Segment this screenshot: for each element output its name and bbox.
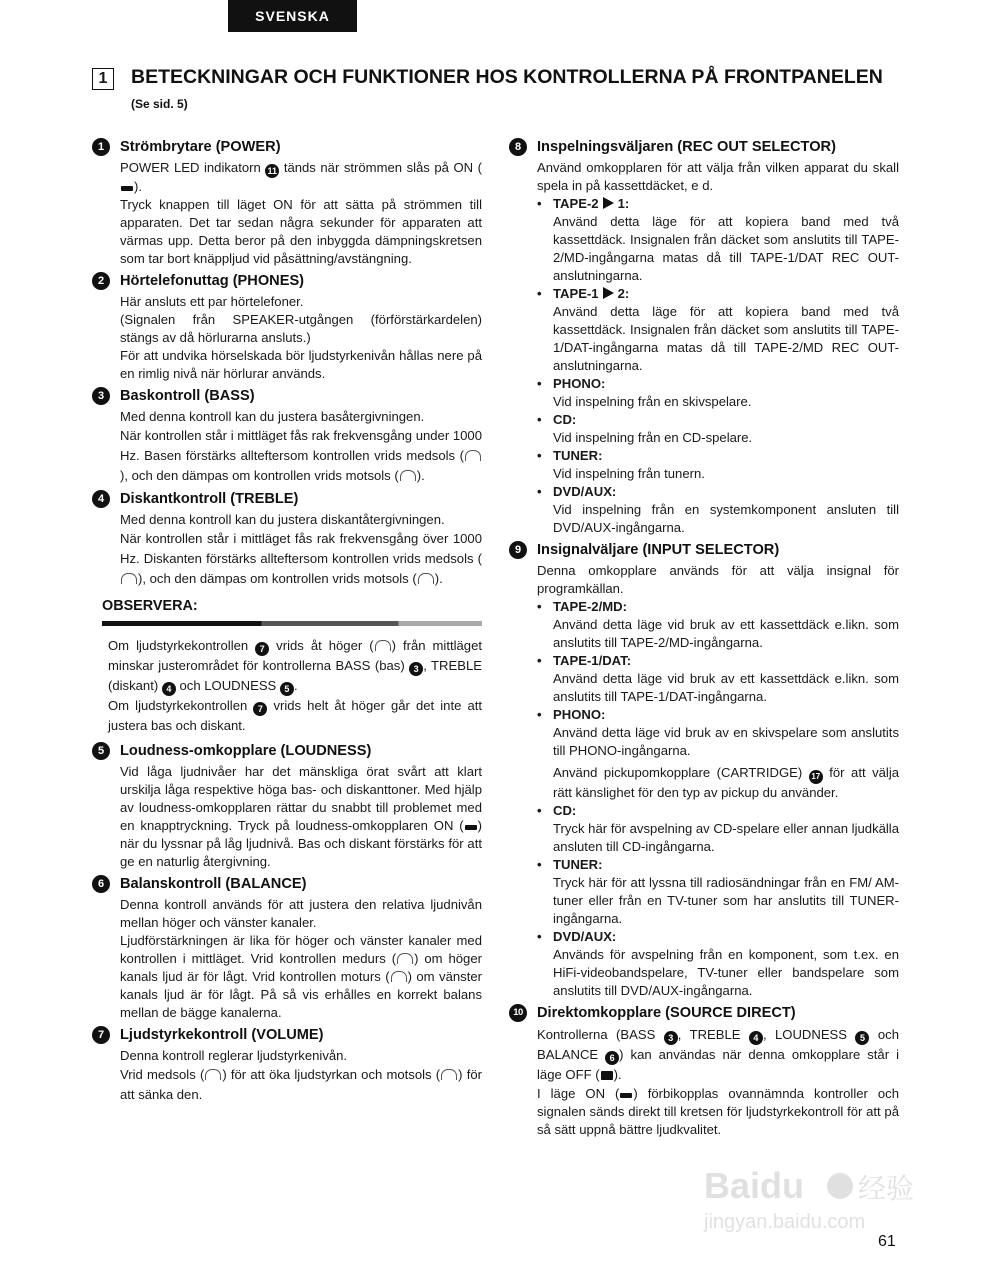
item-text: Denna omkopplare används för att välja insignal för programkällan. (537, 563, 899, 596)
note-box (102, 597, 482, 736)
bullet-item: • PHONO: Vid inspelning från en skivspelare. (537, 375, 899, 411)
clockwise-icon (375, 640, 391, 651)
item-text: POWER LED indikatorn 11 tänds när strömmen slås på ON (). (120, 160, 482, 194)
item-text: Tryck knappen till läget ON för att sätta på strömmen till apparaten. Det tar sedan några sekunder för apparaten att värmas upp. Detta beror på den inbyggda dämpningskretsen som tar bort knäppljud vid påsättning/avstängning. (120, 197, 482, 266)
item-power (92, 138, 482, 268)
button-pressed-icon (121, 186, 133, 191)
item-title: Direktomkopplare (SOURCE DIRECT) (537, 1005, 796, 1021)
bullet-item: • TAPE-2/MD: Använd detta läge vid bruk av ett kassettdäck e.likn. som anslutits till TAPE-2/MD-ingångarna. (537, 598, 899, 652)
ref-badge: 7 (253, 702, 267, 716)
bullet-item: • TAPE-2 1: Använd detta läge för att kopiera band med två kassettdäck. Insignalen från däcket som anslutits till TAPE-2/MD-ingångarna matas då till TAPE-1/DAT REC OUT-anslutningarna. (537, 195, 899, 285)
item-text: Använd omkopplaren för att välja från vilken apparat du skall spela in på kassettdäcket, e d. (537, 160, 899, 193)
section-subtitle: (Se sid. 5) (131, 97, 188, 111)
language-tab: SVENSKA (228, 0, 357, 32)
clockwise-icon (121, 573, 137, 584)
clockwise-icon (205, 1069, 221, 1080)
item-number: 5 (92, 742, 110, 760)
item-text: Denna kontroll används för att justera den relativa ljudnivån mellan höger och vänster kanaler. (120, 897, 482, 930)
section-number: 1 (92, 68, 114, 90)
arrow-right-icon (603, 287, 614, 299)
item-volume (92, 1026, 482, 1105)
item-number: 4 (92, 490, 110, 508)
note-text: Om ljudstyrkekontrollen 7 vrids åt höger ( ) från mittläget minskar justerområdet för kontrollerna BASS (bas) 3 , TREBLE (diskant) 4 och LOUDNESS 5 . (108, 638, 483, 694)
bullet-item: • TAPE-1/DAT: Använd detta läge vid bruk av ett kassettdäck e.likn. som anslutits till TAPE-1/DAT-ingångarna. (537, 652, 899, 706)
item-rec-out-selector (509, 138, 899, 537)
bullet-item: • DVD/AUX: Vid inspelning från en systemkomponent ansluten till DVD/AUX-ingångarna. (537, 483, 899, 537)
bullet-item: • CD: Vid inspelning från en CD-spelare. (537, 411, 899, 447)
watermark-cn: 经验 (858, 1172, 915, 1205)
item-text: (Signalen från SPEAKER-utgången (förförstärkardelen) stängs av då hörlurarna ansluts.) (120, 312, 482, 345)
watermark-brand: Baidu (704, 1165, 805, 1206)
item-balance (92, 875, 482, 1022)
ref-badge: 3 (409, 662, 423, 676)
paw-icon (827, 1173, 853, 1199)
left-column (92, 138, 482, 1109)
item-number: 2 (92, 272, 110, 290)
ref-badge: 6 (605, 1051, 619, 1065)
bullet-item: • PHONO: Använd detta läge vid bruk av en skivspelare som anslutits till PHONO-ingångarna. Använd pickupomkopplare (CARTRIDGE) 17 för att välja rätt känslighet för den typ av pickup du använder. (537, 706, 899, 802)
ref-badge: 7 (255, 642, 269, 656)
item-text: I läge ON ( ) förbikopplas ovannämnda kontroller och signalen sänds direkt till kretsen för ljudstyrkekontroll för att på så sätt uppnå bättre ljudkvalitet. (537, 1086, 899, 1137)
bullet-item: • CD: Tryck här för avspelning av CD-spelare eller annan ljudkälla ansluten till CD-ingångarna. (537, 802, 899, 856)
item-title: Insignalväljare (INPUT SELECTOR) (537, 542, 780, 558)
ref-badge: 5 (280, 682, 294, 696)
page-number: 61 (878, 1233, 896, 1250)
item-number: 7 (92, 1026, 110, 1044)
right-column (509, 138, 899, 1143)
item-text: Här ansluts ett par hörtelefoner. (120, 294, 304, 309)
ref-badge: 4 (749, 1031, 763, 1045)
item-title: Hörtelefonuttag (PHONES) (120, 273, 305, 289)
item-text: Med denna kontroll kan du justera basåtergivningen. (120, 409, 425, 424)
item-title: Baskontroll (BASS) (120, 388, 255, 404)
item-source-direct (509, 1004, 899, 1139)
item-text: När kontrollen står i mittläget fås rak frekvensgång under 1000 Hz. Basen förstärks allteftersom kontrollen vrids medsols (), och den dämpas om kontrollen vrids motsols ( ). (120, 428, 482, 483)
button-pressed-icon (465, 825, 477, 830)
item-number: 6 (92, 875, 110, 893)
ref-badge: 17 (809, 770, 823, 784)
item-number: 3 (92, 387, 110, 405)
item-number: 1 (92, 138, 110, 156)
item-loudness (92, 742, 482, 871)
counterclockwise-icon (400, 470, 416, 481)
arrow-right-icon (603, 197, 614, 209)
item-text: När kontrollen står i mittläget fås rak frekvensgång över 1000 Hz. Diskanten förstärks allteftersom kontrollen vrids medsols (), och den dämpas om kontrollen vrids motsols ( ). (120, 531, 482, 586)
bullet-item: • DVD/AUX: Används för avspelning från en komponent, som t.ex. en HiFi-videobandspelare, TV-tuner eller bandspelare som anslutits till DVD/AUX-ingångarna. (537, 928, 899, 1000)
item-text: Ljudförstärkningen är lika för höger och vänster kanaler med kontrollen i mittläget. Vrid kontrollen medurs ( ) om höger kanals ljud är för lågt. Vrid kontrollen moturs ( ) om vänster kanals ljud är för lågt. På så vis erhålles en korrekt balans mellan de bägge kanalerna. (120, 933, 482, 1020)
item-title: Loudness-omkopplare (LOUDNESS) (120, 743, 372, 759)
baidu-watermark (700, 1158, 940, 1238)
bullet-item: • TUNER: Vid inspelning från tunern. (537, 447, 899, 483)
counterclockwise-icon (418, 573, 434, 584)
ref-badge: 3 (664, 1031, 678, 1045)
item-title: Balanskontroll (BALANCE) (120, 876, 307, 892)
item-treble (92, 490, 482, 589)
button-pressed-icon (620, 1093, 632, 1098)
button-released-icon (601, 1071, 613, 1080)
counterclockwise-icon (441, 1069, 457, 1080)
ref-badge: 4 (162, 682, 176, 696)
item-number: 9 (509, 541, 527, 559)
item-bass (92, 387, 482, 486)
note-text: Om ljudstyrkekontrollen 7 vrids helt åt höger går det inte att justera bas och diskant. (108, 698, 483, 733)
item-text: Kontrollerna (BASS 3 , TREBLE 4 , LOUDNESS 5 och BALANCE 6 ) kan användas när denna omkopplare står i läge OFF ( ). (537, 1027, 899, 1082)
clockwise-icon (397, 953, 413, 964)
item-text: Vid låga ljudnivåer har det mänskliga örat svårt att klart urskilja låga respektive höga bas- och diskanttoner. Med hjälp av loudness-omkopplaren rättar du snabbt till problemet med en knapptryckning. Tryck på loudness-omkopplaren ON ( ) när du lyssnar på låg ljudnivå. Bas och diskant förstärks för att ge en naturlig återgivning. (120, 764, 482, 869)
bullet-item: • TUNER: Tryck här för att lyssna till radiosändningar från en FM/ AM-tuner eller från en TV-tuner som har anslutits till TUNER-ingångarna. (537, 856, 899, 928)
item-title: Ljudstyrkekontroll (VOLUME) (120, 1027, 324, 1043)
item-input-selector (509, 541, 899, 1000)
item-title: Inspelningsväljaren (REC OUT SELECTOR) (537, 139, 836, 155)
item-text: För att undvika hörselskada bör ljudstyrkenivån hållas nere på en rimlig nivå när hörlurar används. (120, 348, 482, 381)
bullet-item: • TAPE-1 2: Använd detta läge för att kopiera band med två kassettdäck. Insignalen från däcket som anslutits till TAPE-1/DAT-ingångarna matas då till TAPE-2/MD REC OUT-anslutningarna. (537, 285, 899, 375)
item-text: Med denna kontroll kan du justera diskantåtergivningen. (120, 512, 445, 527)
item-text: Vrid medsols ( ) för att öka ljudstyrkan och motsols ( ) för att sänka den. (120, 1067, 482, 1102)
watermark-url: jingyan.baidu.com (704, 1211, 866, 1233)
item-text: Denna kontroll reglerar ljudstyrkenivån. (120, 1048, 348, 1063)
item-title: Strömbrytare (POWER) (120, 139, 281, 155)
ref-badge: 5 (855, 1031, 869, 1045)
item-title: Diskantkontroll (TREBLE) (120, 491, 299, 507)
section-title: BETECKNINGAR OCH FUNKTIONER HOS KONTROLLERNA PÅ FRONTPANELEN (Se sid. 5) (131, 66, 883, 111)
item-number: 10 (509, 1004, 527, 1022)
clockwise-icon (465, 450, 481, 461)
ref-badge: 11 (265, 164, 279, 178)
note-title: OBSERVERA: (102, 598, 198, 614)
item-number: 8 (509, 138, 527, 156)
note-rule (102, 621, 482, 626)
item-phones (92, 272, 482, 383)
counterclockwise-icon (391, 971, 407, 982)
